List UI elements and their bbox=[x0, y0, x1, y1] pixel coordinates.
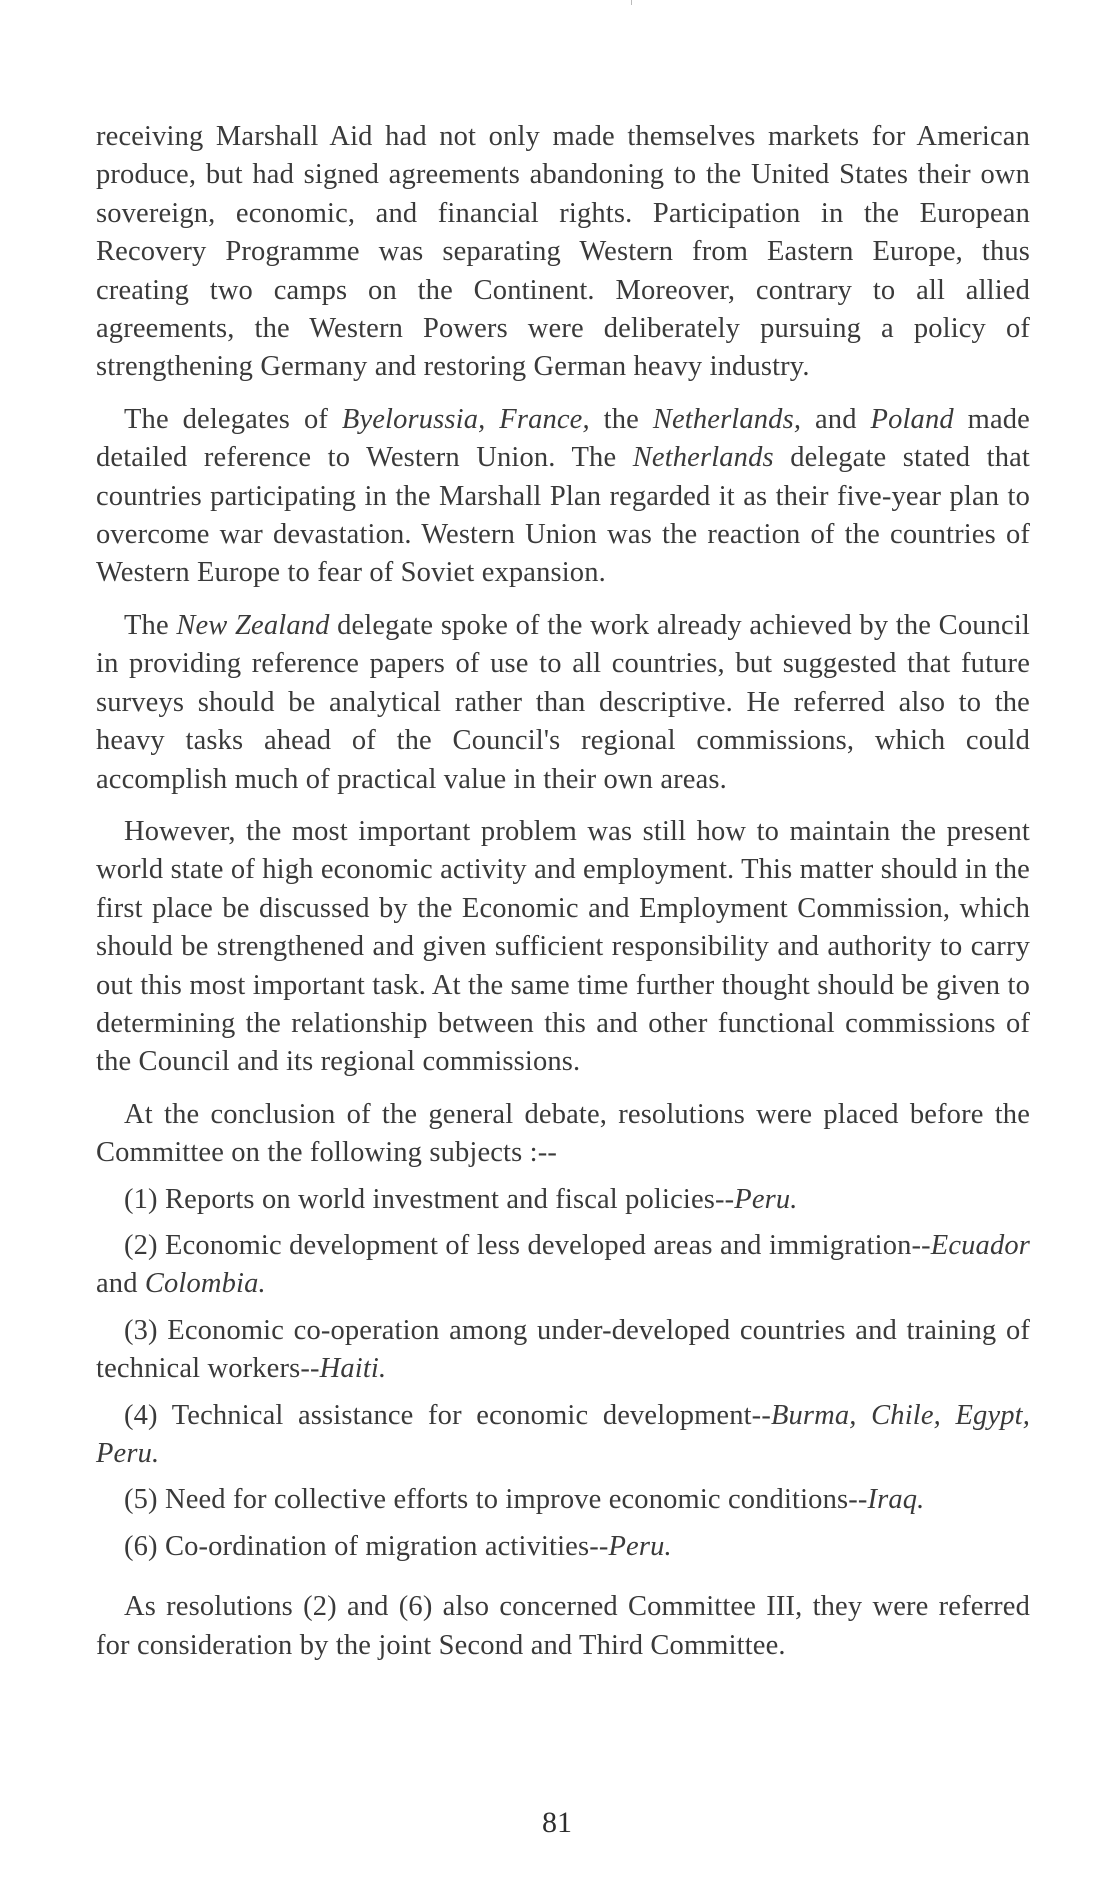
resolution-text: (4) Technical assistance for economic development-- bbox=[124, 1399, 771, 1431]
paragraph-western-union bbox=[96, 401, 1030, 593]
country-name: Netherlands bbox=[632, 442, 774, 474]
country-name: Poland bbox=[870, 403, 954, 435]
resolution-item bbox=[96, 1528, 1030, 1566]
resolution-text: (3) Economic co-operation among under-developed countries and training of technical workers-- bbox=[96, 1314, 1030, 1385]
resolution-text: (5) Need for collective efforts to improve economic conditions-- bbox=[124, 1484, 868, 1516]
text-run: delegate stated that countries participating in the Marshall Plan regarded it as their five-year plan to overcome war devastation. Western Union was the reaction of the countries of Western Europe to fear of Soviet expansion. bbox=[96, 442, 1030, 589]
text-run: the bbox=[589, 403, 653, 435]
resolution-sponsors: Ecuador bbox=[930, 1229, 1030, 1261]
resolution-item bbox=[96, 1397, 1030, 1474]
resolution-sponsors: Burma, Chile, Egypt, Peru. bbox=[96, 1399, 1030, 1469]
resolution-text: (1) Reports on world investment and fiscal policies-- bbox=[124, 1183, 735, 1215]
paragraph-marshall-aid: receiving Marshall Aid had not only made themselves markets for American produce, but had signed agreements abandoning to the United States their own sovereign, economic, and financial rights. Participation in the European Recovery Programme was separating Western from Eastern Europe, thus creating two camps on the Continent. Moreover, contrary to all allied agreements, the Western Powers were deliberately pursuing a policy of strengthening Germany and restoring German heavy industry. bbox=[96, 121, 1030, 383]
document-page bbox=[96, 118, 1030, 1665]
text-run: made detailed reference to Western Union. The bbox=[96, 403, 1030, 474]
resolution-sponsors: Iraq. bbox=[867, 1484, 925, 1516]
paragraph-referral: As resolutions (2) and (6) also concerned Committee III, they were referred for consideration by the joint Second and Third Committee. bbox=[96, 1591, 1030, 1661]
resolution-item bbox=[96, 1312, 1030, 1389]
resolution-sponsors: Colombia. bbox=[144, 1268, 266, 1300]
country-name: Netherlands, bbox=[652, 403, 802, 435]
country-name: New Zealand bbox=[176, 609, 330, 641]
paragraph-new-zealand bbox=[96, 607, 1030, 799]
text-run: The bbox=[124, 609, 177, 641]
page-number: 81 bbox=[542, 1806, 572, 1839]
paragraph-economic-activity: However, the most important problem was still how to maintain the present world state of high economic activity and employment. This matter should in the first place be discussed by the Economic and Employment Commission, which should be strengthened and given sufficient responsibility and authority to carry out this most important task. At the same time further thought should be given to determining the relationship between this and other functional commissions of the Council and its regional commissions. bbox=[96, 815, 1030, 1078]
resolution-item bbox=[96, 1181, 1030, 1219]
resolution-sponsors: Haiti. bbox=[319, 1353, 387, 1385]
resolution-text: (6) Co-ordination of migration activities-- bbox=[124, 1530, 609, 1562]
top-edge-mark bbox=[631, 0, 632, 5]
paragraph-resolutions-intro: At the conclusion of the general debate, resolutions were placed before the Committee on the following subjects :-- bbox=[96, 1098, 1030, 1169]
resolution-sponsors: Peru. bbox=[608, 1530, 672, 1562]
resolution-text: (2) Economic development of less developed areas and immigration-- bbox=[124, 1229, 931, 1261]
resolution-item bbox=[96, 1227, 1030, 1304]
text-run: delegate spoke of the work already achieved by the Council in providing reference papers of use to all countries, but suggested that future surveys should be analytical rather than descriptive. He referred also to the heavy tasks ahead of the Council's regional commissions, which could accomplish much of practical value in their own areas. bbox=[96, 609, 1030, 795]
country-name: Byelorussia, France, bbox=[341, 403, 590, 435]
resolution-item bbox=[96, 1481, 1030, 1519]
text-run: and bbox=[801, 403, 871, 435]
resolution-sponsors: Peru. bbox=[734, 1183, 798, 1215]
resolution-joiner: and bbox=[96, 1268, 145, 1300]
text-run: The delegates of bbox=[124, 403, 342, 435]
